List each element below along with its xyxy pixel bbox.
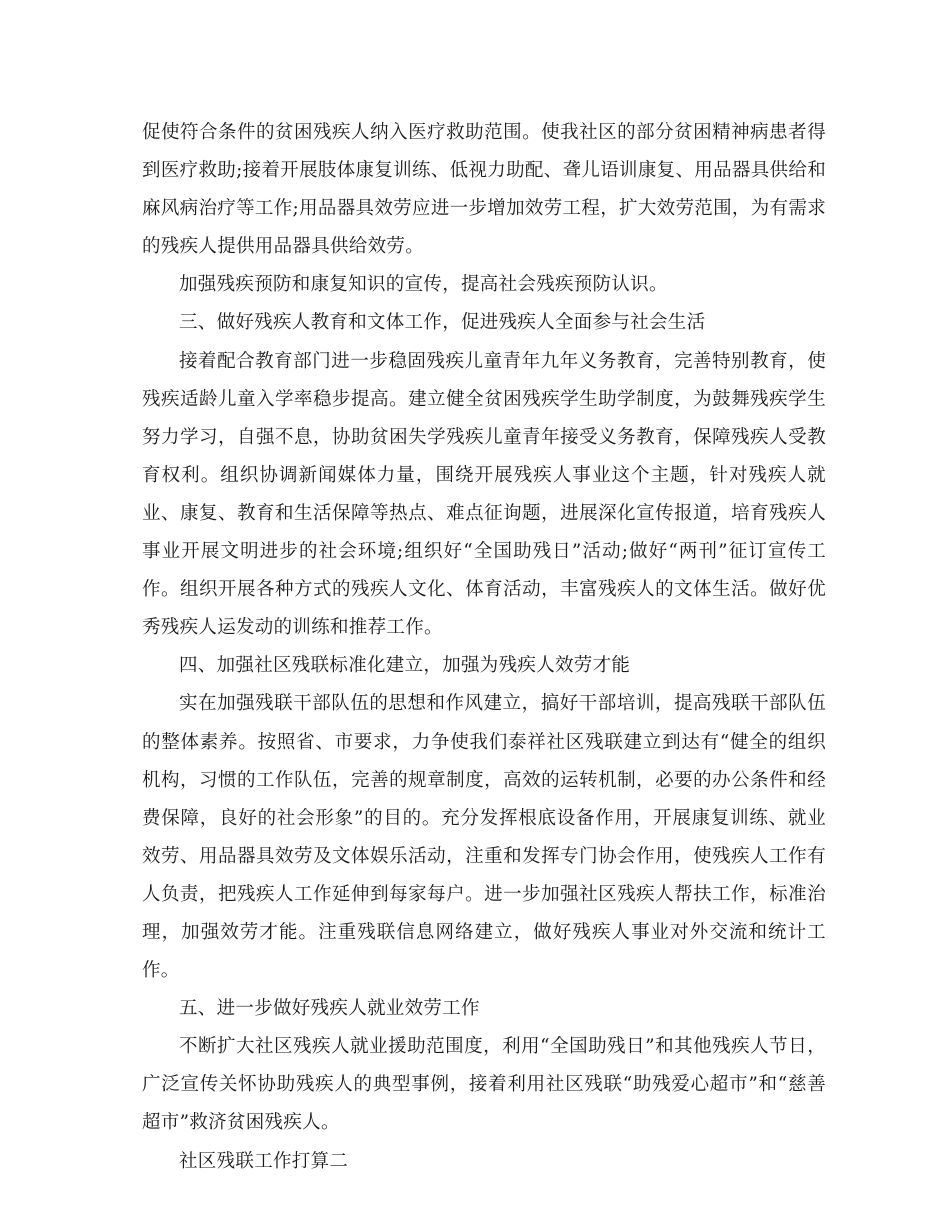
document-subtitle: 社区残联工作打算二 bbox=[179, 1150, 349, 1172]
section-heading: 五、进一步做好残疾人就业效劳工作 bbox=[179, 998, 480, 1020]
paragraph: 接着配合教育部门进一步稳固残疾儿童青年九年义务教育，完善特别教育，使残疾适龄儿童入学率稳步提高。建立健全贫困残疾学生助学制度，为鼓舞残疾学生努力学习，自强不息，协助贫困失学残疾儿童青年接受义务教育，保障残疾人受教育权利。组织协调新闻媒体力量，围绕开展残疾人事业这个主题，针对残疾人就业、康复、教育和生活保障等热点、难点征询题，进展深化宣传报道，培育残疾人事业开展文明进步的社会环境;组织好“全国助残日”活动;做好“两刊”征订宣传工作。组织开展各种方式的残疾人文化、体育活动，丰富残疾人的文体生活。做好优秀残疾人运发动的训练和推荐工作。 bbox=[142, 350, 826, 639]
paragraph: 不断扩大社区残疾人就业援助范围度，利用“全国助残日”和其他残疾人节日，广泛宣传关怀协助残疾人的典型事例，接着利用社区残联“助残爱心超市”和“慈善超市”救济贫困残疾人。 bbox=[142, 1036, 826, 1134]
paragraph: 实在加强残联干部队伍的思想和作风建立，搞好干部培训，提高残联干部队伍的整体素养。按照省、市要求，力争使我们泰祥社区残联建立到达有“健全的组织机构，习惯的工作队伍，完善的规章制度，高效的运转机制，必要的办公条件和经费保障，良好的社会形象”的目的。充分发挥根底设备作用，开展康复训练、就业效劳、用品器具效劳及文体娱乐活动，注重和发挥专门协会作用，使残疾人工作有人负责，把残疾人工作延伸到每家每户。进一步加强社区残疾人帮扶工作，标准治理，加强效劳才能。注重残联信息网络建立，做好残疾人事业对外交流和统计工作。 bbox=[142, 693, 826, 982]
section-heading: 三、做好残疾人教育和文体工作，促进残疾人全面参与社会生活 bbox=[179, 312, 706, 334]
section-heading: 四、加强社区残联标准化建立，加强为残疾人效劳才能 bbox=[179, 655, 631, 677]
document-body bbox=[142, 114, 826, 1181]
paragraph-continuation: 促使符合条件的贫困残疾人纳入医疗救助范围。使我社区的部分贫困精神病患者得到医疗救助;接着开展肢体康复训练、低视力助配、聋儿语训康复、用品器具供给和麻风病治疗等工作;用品器具效劳应进一步增加效劳工程，扩大效劳范围，为有需求的残疾人提供用品器具供给效劳。 bbox=[142, 122, 826, 258]
paragraph: 加强残疾预防和康复知识的宣传，提高社会残疾预防认识。 bbox=[179, 274, 668, 296]
